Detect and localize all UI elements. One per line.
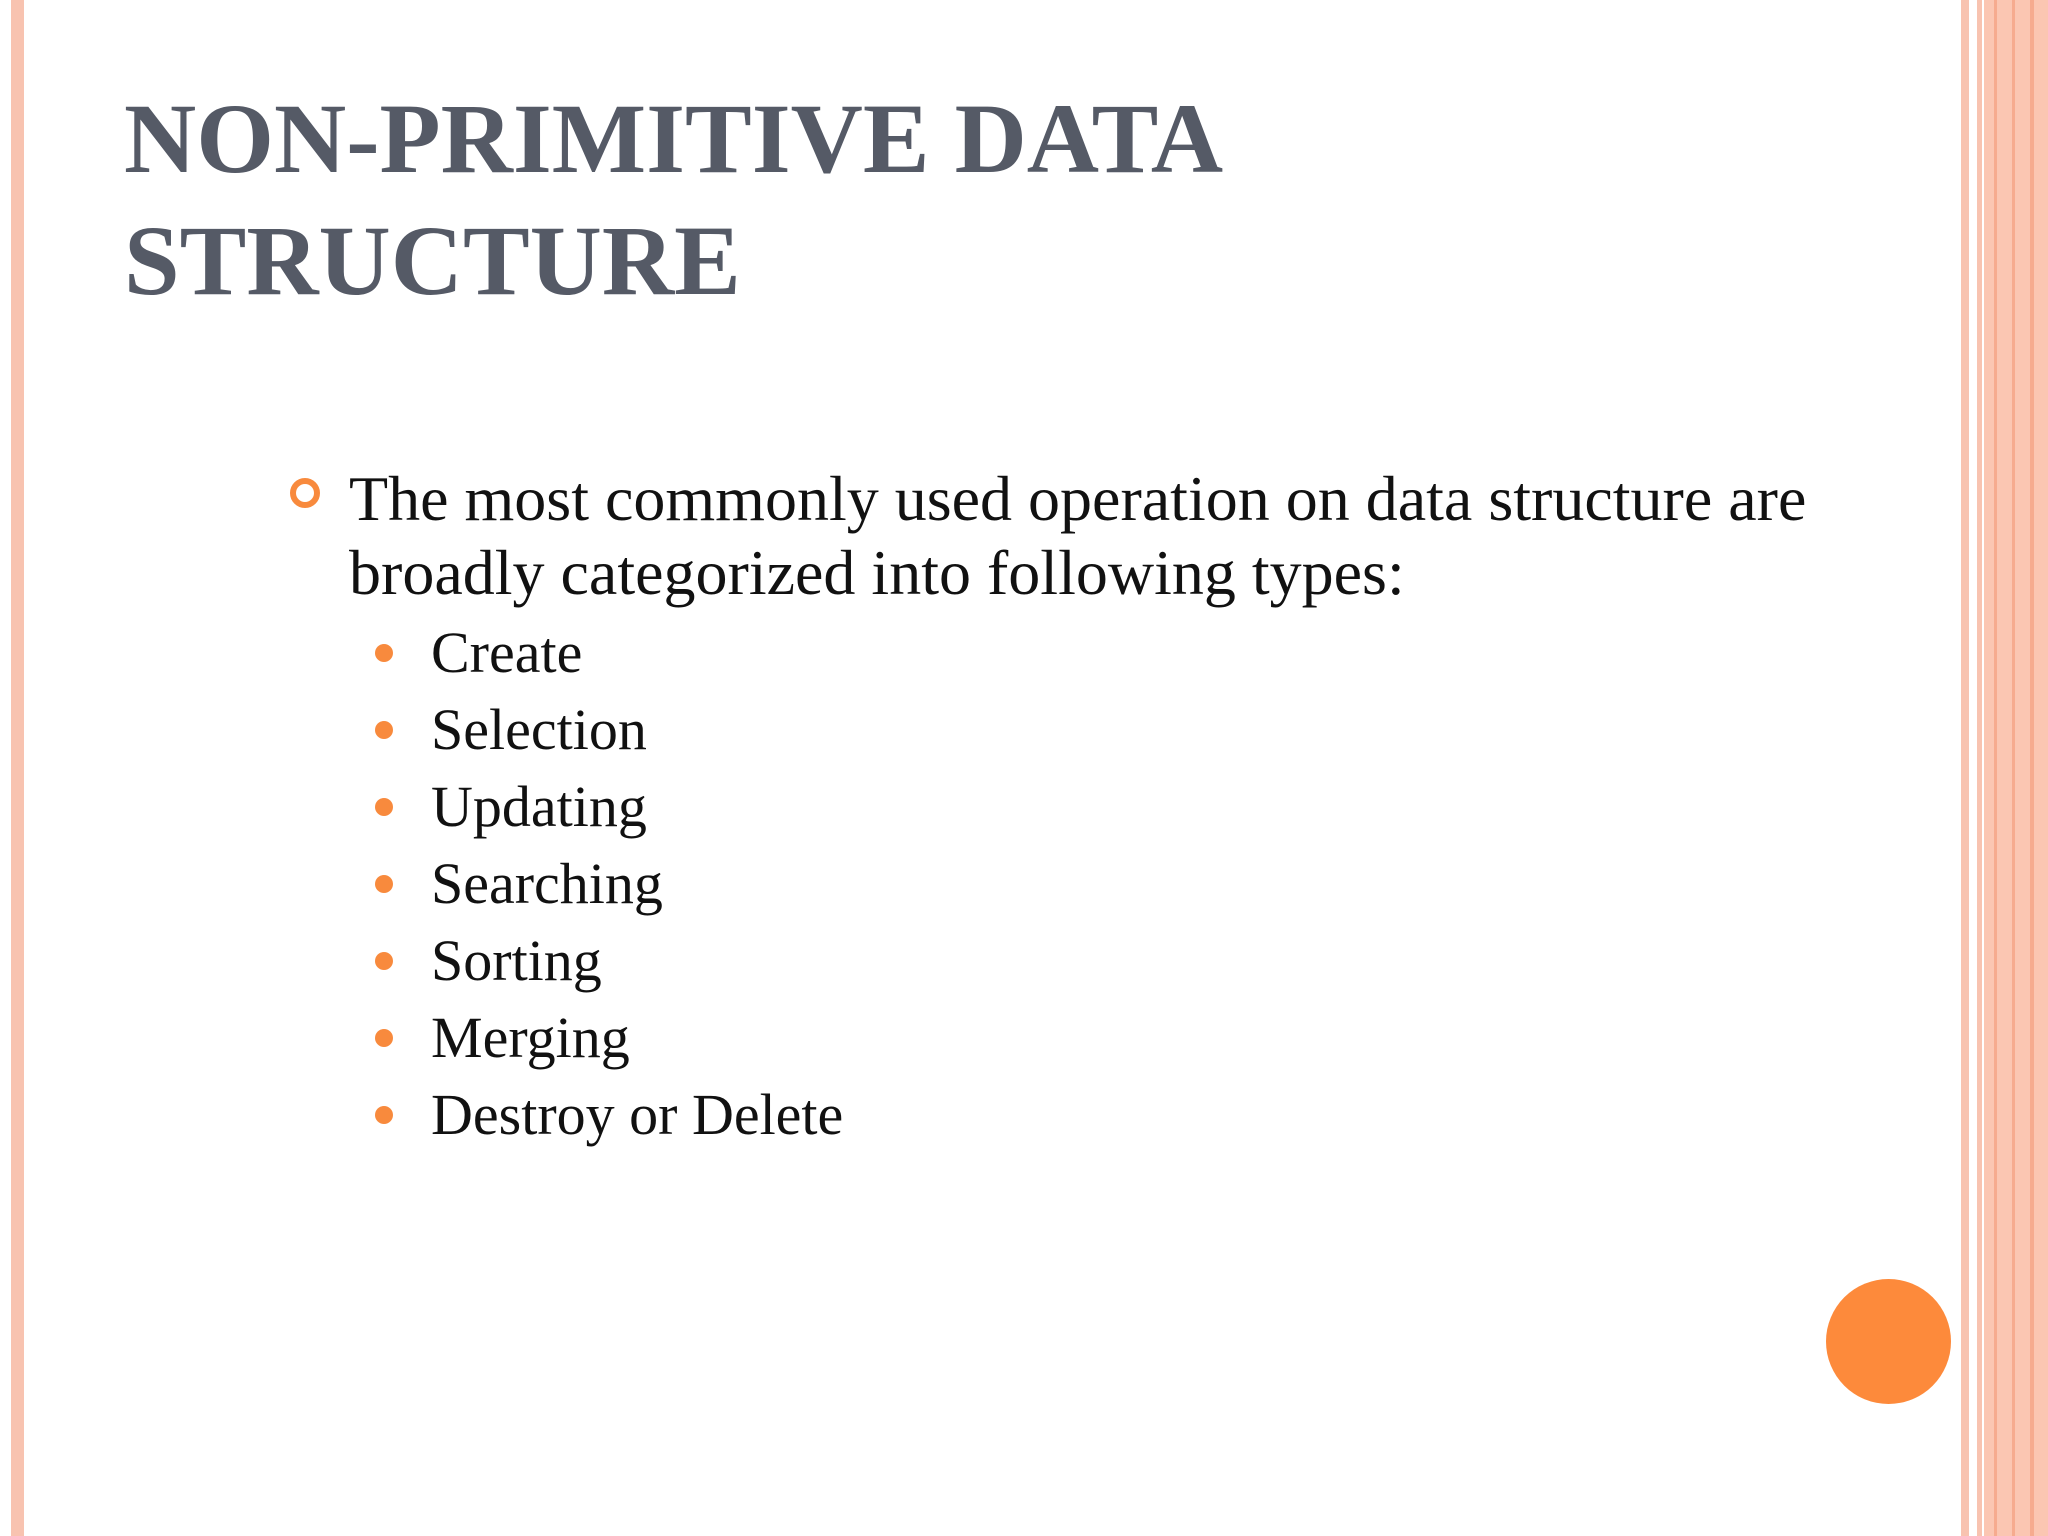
list-item-text: Merging (431, 1005, 630, 1070)
dot-bullet-icon (375, 1029, 393, 1047)
ring-bullet-icon (290, 478, 320, 508)
dot-bullet-icon (375, 952, 393, 970)
list-item-text: Create (431, 620, 583, 685)
slide-title: NON-PRIMITIVE DATA STRUCTURE (124, 83, 1218, 316)
list-item-text: Searching (431, 851, 663, 916)
sub-bullet-list (286, 614, 1926, 1153)
dot-bullet-icon (375, 798, 393, 816)
dot-bullet-icon (375, 721, 393, 739)
dot-bullet-icon (375, 1106, 393, 1124)
list-item (431, 614, 1926, 691)
dot-bullet-icon (375, 875, 393, 893)
right-stripe-decoration (2030, 0, 2034, 1536)
dot-bullet-icon (375, 644, 393, 662)
left-stripe-decoration (11, 0, 24, 1536)
list-item (431, 691, 1926, 768)
list-item (431, 768, 1926, 845)
right-stripe-decoration (1961, 0, 1969, 1536)
orange-circle-decoration (1826, 1279, 1951, 1404)
right-stripe-decoration (2012, 0, 2015, 1536)
main-bullet-text: The most commonly used operation on data structure are broadly categorized into following types: (349, 463, 1807, 608)
list-item-text: Selection (431, 697, 647, 762)
list-item (431, 922, 1926, 999)
list-item-text: Destroy or Delete (431, 1082, 844, 1147)
right-stripe-decoration (1977, 0, 1982, 1536)
slide-body (286, 462, 1926, 1153)
list-item-text: Sorting (431, 928, 602, 993)
list-item (431, 1076, 1926, 1153)
right-stripe-decoration (1994, 0, 1997, 1536)
list-item (431, 845, 1926, 922)
list-item (431, 999, 1926, 1076)
list-item-text: Updating (431, 774, 647, 839)
main-bullet (286, 462, 1926, 610)
